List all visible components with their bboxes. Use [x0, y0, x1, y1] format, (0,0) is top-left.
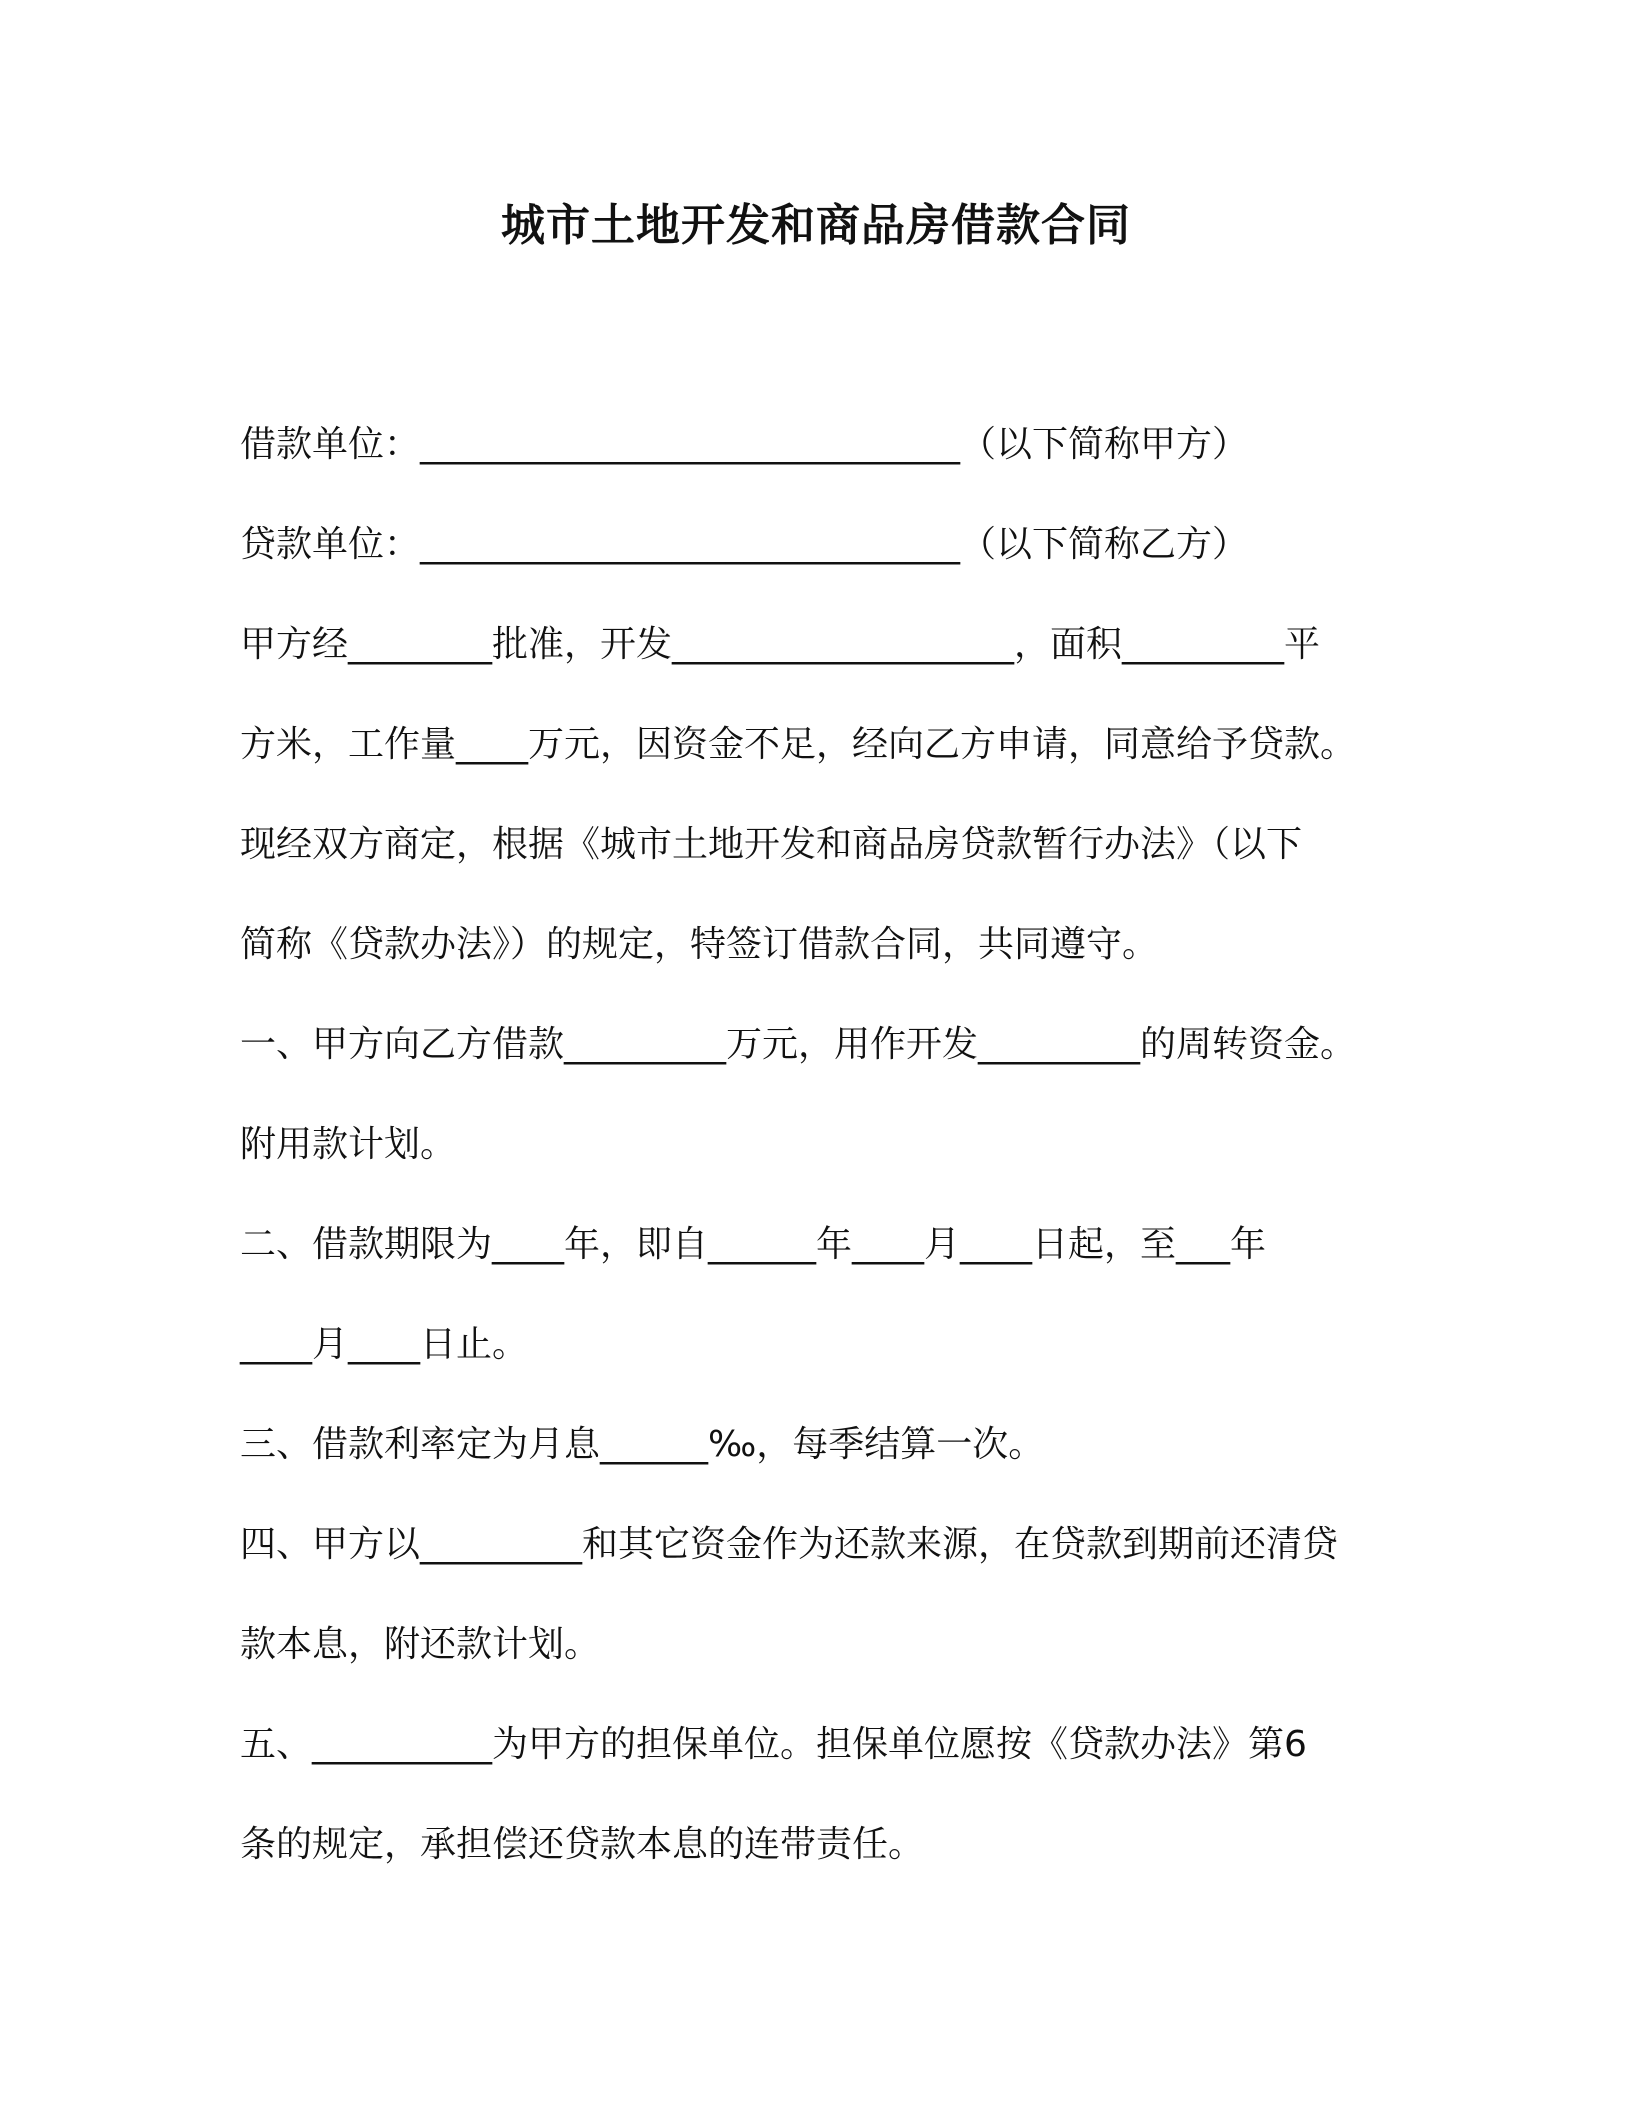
- paragraph-line: 甲方经________批准，开发___________________，面积_________平: [240, 624, 1321, 665]
- borrower-line: 借款单位：______________________________（以下简称甲方）: [240, 424, 1249, 465]
- lender-line: 贷款单位：______________________________（以下简称乙方）: [240, 524, 1249, 565]
- clause-3-line: 三、借款利率定为月息______‰，每季结算一次。: [240, 1424, 1045, 1465]
- paragraph-line: 简称《贷款办法》）的规定，特签订借款合同，共同遵守。: [240, 924, 1159, 965]
- clause-2-line: 二、借款期限为____年，即自______年____月____日起，至___年: [240, 1224, 1267, 1265]
- page-title: 城市土地开发和商品房借款合同: [501, 200, 1131, 251]
- clause-4-line: 四、甲方以_________和其它资金作为还款来源，在贷款到期前还清贷: [240, 1524, 1339, 1565]
- clause-2-line: ____月____日止。: [240, 1324, 529, 1365]
- clause-1-line: 附用款计划。: [240, 1124, 457, 1165]
- clause-5-line: 五、__________为甲方的担保单位。担保单位愿按《贷款办法》第6: [240, 1724, 1307, 1765]
- clause-4-line: 款本息，附还款计划。: [240, 1624, 601, 1665]
- paragraph-line: 现经双方商定，根据《城市土地开发和商品房贷款暂行办法》（以下: [240, 824, 1303, 865]
- clause-1-line: 一、甲方向乙方借款_________万元，用作开发_________的周转资金。: [240, 1024, 1357, 1065]
- clause-5-line: 条的规定，承担偿还贷款本息的连带责任。: [240, 1824, 925, 1865]
- paragraph-line: 方米，工作量____万元，因资金不足，经向乙方申请，同意给予贷款。: [240, 724, 1357, 765]
